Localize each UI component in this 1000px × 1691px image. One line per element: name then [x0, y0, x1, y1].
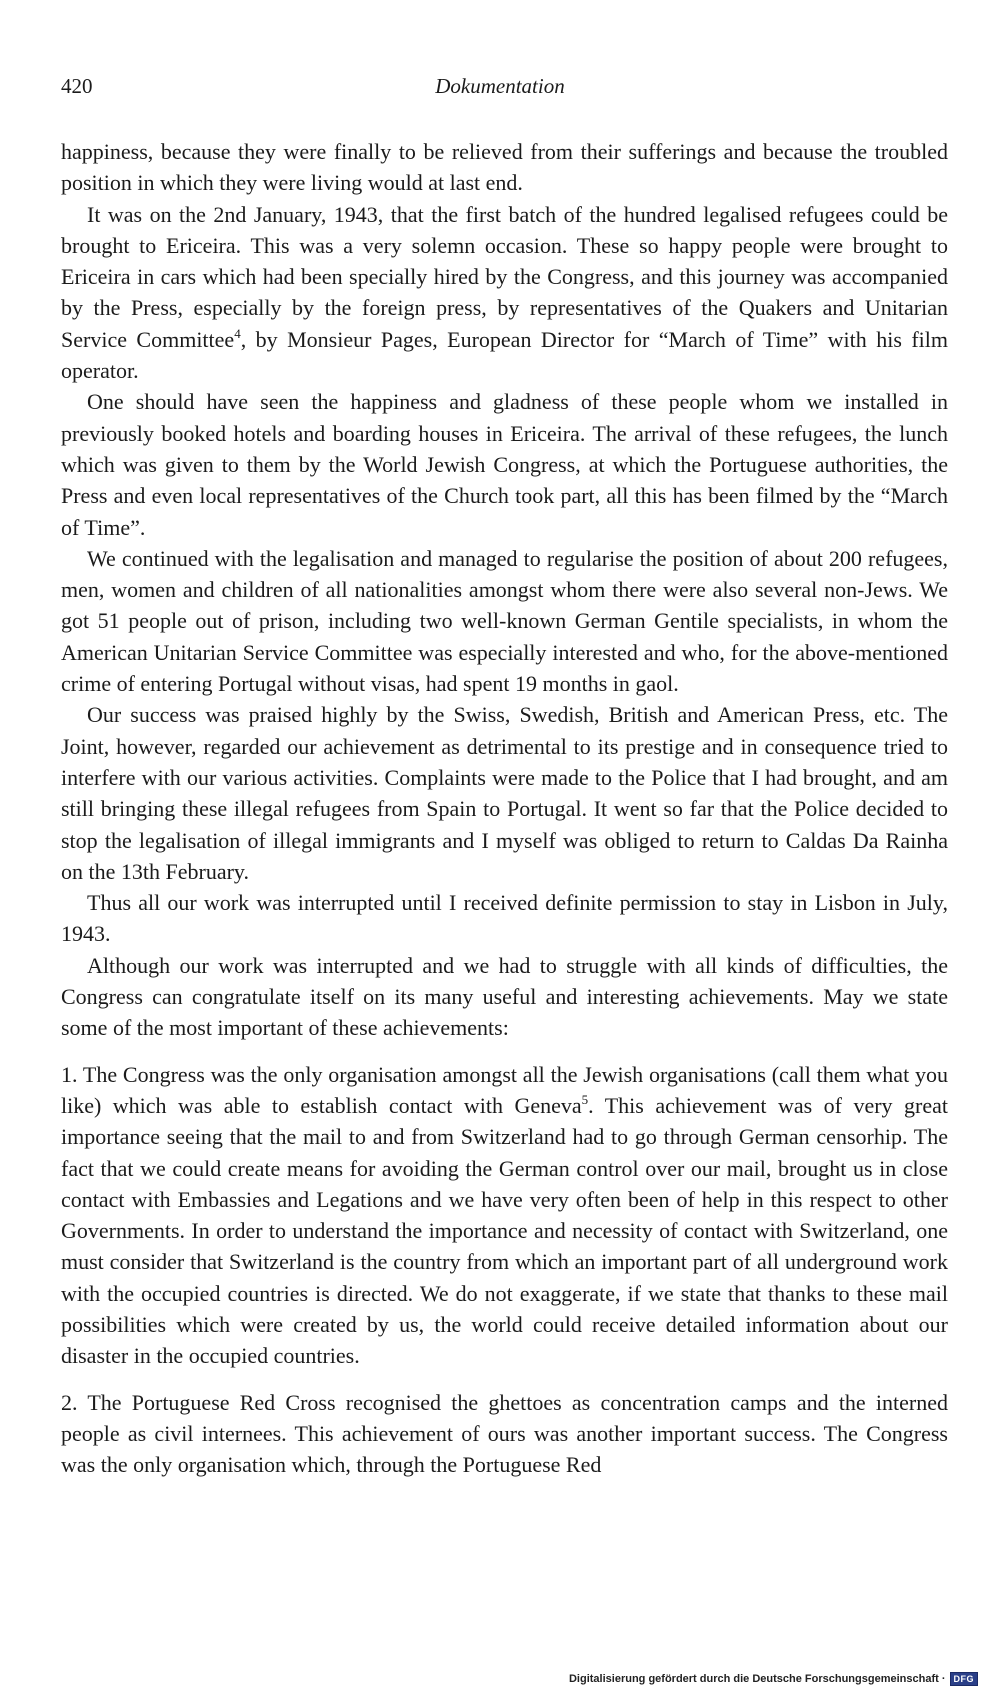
paragraph-text: It was on the 2nd January, 1943, that the first batch of the hundred legalised refugees could be brought to Ericeira. This was a very solemn occasion. These so happy people were brought to Ericeira in cars which had been specially hired by the Congress, and this journey was accompanied by the Press, especially by the foreign press, by representatives of the Quakers and Unitarian Service Committee — [61, 201, 948, 352]
paragraph: One should have seen the happiness and gladness of these people whom we installed in previously booked hotels and boarding houses in Ericeira. The arrival of these refugees, the lunch which was given to them by the World Jewish Congress, at which the Portuguese authorities, the Press and even local representatives of the Church took part, all this has been filmed by the “March of Time”. — [61, 389, 948, 540]
dfg-logo: DFG — [950, 1672, 979, 1686]
item-text: . This achievement was of very great importance seeing that the mail to and from Switzerland had to go through German censorhip. The fact that we could create means for avoiding the German control over our mail, brought us in close contact with Embassies and Legations and we have very often been of help in this respect to other Governments. In order to understand the importance and necessity of contact with Switzerland, one must consider that Switzerland is the country from which an important part of all underground work with the occupied countries is directed. We do not exaggerate, if we state that thanks to these mail possibilities which were created by us, the world could receive detailed information about our disaster in the occupied countries. — [61, 1092, 948, 1369]
paragraph: Our success was praised highly by the Swiss, Swedish, British and American Press, etc. The Joint, however, regarded our achievement as detrimental to its prestige and in consequence tried to interfere with our various activities. Complaints were made to the Police that I had brought, and am still bringing these illegal refugees from Spain to Portugal. It went so far that the Police decided to stop the legalisation of illegal immigrants and I myself was obliged to return to Caldas Da Rainha on the 13th February. — [61, 702, 948, 884]
footnote-marker: 5 — [581, 1091, 589, 1107]
paragraph: Thus all our work was interrupted until I received definite permission to stay in Lisbon in July, 1943. — [61, 890, 948, 947]
paragraph: Although our work was interrupted and we had to struggle with all kinds of difficulties, the Congress can congratulate itself on its many useful and interesting achievements. May we state some of the most important of these achievements: — [61, 952, 948, 1041]
credit-text: Digitalisierung gefördert durch die Deutsche Forschungsgemeinschaft · — [568, 1673, 946, 1685]
digitization-credit — [569, 1672, 978, 1686]
footnote-marker: 4 — [234, 325, 241, 341]
paragraph-text: , by Monsieur Pages, European Director for “March of Time” with his film operator. — [61, 326, 948, 384]
paragraph — [61, 199, 948, 387]
paragraph: We continued with the legalisation and managed to regularise the position of about 200 refugees, men, women and children of all nationalities amongst whom there were also several non-Jews. We got 51 people out of prison, including two well-known German Gentile specialists, in whom the American Unitarian Service Committee was especially interested and who, for the above-mentioned crime of entering Portugal without visas, had spent 19 months in gaol. — [61, 545, 948, 697]
paragraph: happiness, because they were finally to be relieved from their sufferings and because the troubled position in which they were living would at last end. — [61, 139, 948, 196]
running-head: Dokumentation — [435, 74, 565, 98]
page-number: 420 — [61, 74, 93, 98]
numbered-item — [61, 1059, 948, 1372]
item-text: 1. The Congress was the only organisation amongst all the Jewish organisations (call them what you like) which was able to establish contact with Geneva — [61, 1061, 948, 1118]
body-text — [61, 136, 948, 1480]
numbered-item: 2. The Portuguese Red Cross recognised the ghettoes as concentration camps and the interned people as civil internees. This achievement of ours was another important success. The Congress was the only organisation which, through the Portuguese Red — [61, 1389, 948, 1478]
